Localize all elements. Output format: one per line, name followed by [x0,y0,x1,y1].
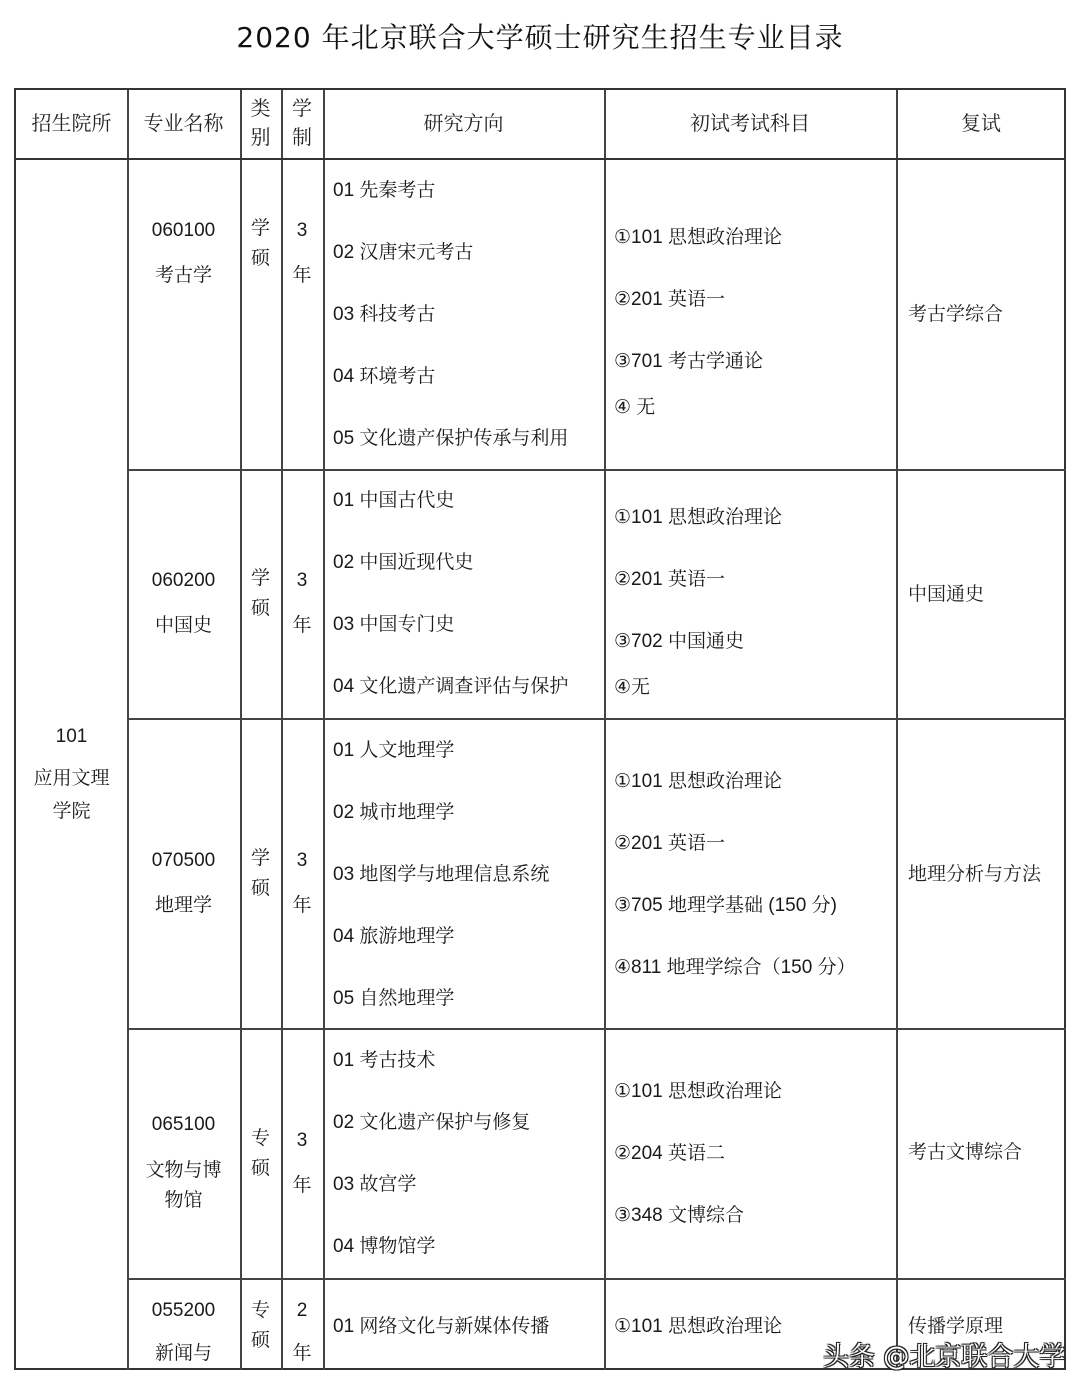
degree-type-1: 学 [250,568,270,589]
direction-item: 04 旅游地理学 [333,926,455,947]
table-row [127,470,1066,718]
header-length-label-1: 学 [292,98,312,120]
exam-list [604,1030,896,1278]
table-row [127,720,1066,1028]
major-name: 新闻与 [154,1343,212,1364]
degree-type-2: 硕 [250,598,270,619]
duration-1: 3 [296,1130,308,1151]
exam-item: ①101 思想政治理论 [614,771,783,792]
direction-item: 03 科技考古 [333,304,436,325]
direction-item: 05 文化遗产保护传承与利用 [333,428,569,449]
header-retest [896,90,1066,158]
table-row [127,1030,1066,1278]
direction-item: 01 先秦考古 [333,180,436,201]
major-name: 中国史 [154,615,212,636]
header-exam-label: 初试考试科目 [690,113,810,135]
header-major [127,90,240,158]
direction-item: 02 文化遗产保护与修复 [333,1112,531,1133]
duration-2: 年 [292,615,312,636]
duration-1: 3 [296,850,308,871]
degree-type-2: 硕 [250,1158,270,1179]
exam-item: ③701 考古学通论 [614,351,764,372]
exam-item: ①101 思想政治理论 [614,1081,783,1102]
major-code: 070500 [151,850,216,871]
direction-item: 01 网络文化与新媒体传播 [333,1316,550,1337]
header-length [281,90,323,158]
degree-type-1: 学 [250,218,270,239]
watermark: 头条 @北京联合大学 [823,1342,1066,1372]
direction-list [323,160,604,469]
degree-type-2: 硕 [250,878,270,899]
direction-list [323,1030,604,1278]
exam-item: ①101 思想政治理论 [614,227,783,248]
duration-1: 2 [296,1300,308,1321]
header-exam [604,90,896,158]
exam-item: ④811 地理学综合（150 分） [614,957,856,978]
school-name-line2: 学院 [52,801,91,822]
degree-type-1: 专 [250,1128,270,1149]
exam-list [604,160,896,469]
direction-item: 01 中国古代史 [333,490,455,511]
header-direction [323,90,604,158]
duration-2: 年 [292,265,312,286]
school-name-line1: 应用文理 [33,768,110,789]
exam-item: ①101 思想政治理论 [614,1316,783,1337]
direction-list [323,470,604,718]
direction-item: 01 考古技术 [333,1050,436,1071]
header-type [240,90,281,158]
exam-item: ③702 中国通史 [614,631,745,652]
direction-item: 04 文化遗产调查评估与保护 [333,676,569,697]
direction-item: 04 环境考古 [333,366,436,387]
header-school-label: 招生院所 [31,113,112,135]
retest-subject: 中国通史 [908,584,985,605]
direction-item: 01 人文地理学 [333,740,455,761]
duration-2: 年 [292,895,312,916]
catalog-table [14,88,1066,1370]
major-code: 060100 [151,220,216,241]
major-name: 考古学 [154,265,212,286]
degree-type-1: 专 [250,1300,270,1321]
exam-item: ③705 地理学基础 (150 分) [614,895,837,916]
header-retest-label: 复试 [961,113,1001,135]
retest-subject: 考古文博综合 [908,1142,1023,1163]
direction-item: 02 城市地理学 [333,802,455,823]
direction-item: 05 自然地理学 [333,988,455,1009]
exam-item: ②201 英语一 [614,289,726,310]
exam-item: ④无 [614,677,651,698]
exam-item: ④ 无 [614,397,656,418]
exam-item: ③348 文博综合 [614,1205,745,1226]
direction-item: 03 中国专门史 [333,614,455,635]
duration-2: 年 [292,1175,312,1196]
direction-item: 03 地图学与地理信息系统 [333,864,550,885]
direction-item: 03 故宫学 [333,1174,417,1195]
duration-1: 3 [296,570,308,591]
exam-item: ②201 英语一 [614,833,726,854]
direction-item: 04 博物馆学 [333,1236,436,1257]
header-school [16,90,127,158]
exam-item: ②201 英语一 [614,569,726,590]
school-cell [16,160,127,1370]
header-length-label-2: 制 [292,127,312,149]
header-direction-label: 研究方向 [423,113,504,135]
degree-type-2: 硕 [250,248,270,269]
direction-list [323,1280,604,1370]
major-name-line1: 文物与博 [145,1160,222,1181]
exam-list [604,720,896,1028]
retest-subject: 考古学综合 [908,304,1004,325]
exam-item: ①101 思想政治理论 [614,507,783,528]
direction-item: 02 中国近现代史 [333,552,474,573]
major-code: 060200 [151,570,216,591]
exam-list [604,470,896,718]
major-name-line2: 物馆 [164,1190,203,1211]
degree-type-2: 硕 [250,1330,270,1351]
school-code: 101 [55,726,88,747]
header-type-label-1: 类 [250,98,271,120]
document-title: 2020 年北京联合大学硕士研究生招生专业目录 [236,21,844,54]
major-name: 地理学 [154,895,212,916]
major-code: 065100 [151,1114,216,1135]
duration-2: 年 [292,1343,312,1364]
duration-1: 3 [296,220,308,241]
degree-type-1: 学 [250,848,270,869]
major-code: 055200 [151,1300,216,1321]
header-major-label: 专业名称 [143,113,224,135]
table-row [127,160,1066,469]
retest-subject: 传播学原理 [908,1316,1004,1337]
retest-subject: 地理分析与方法 [908,864,1042,885]
exam-item: ②204 英语二 [614,1143,726,1164]
direction-list [323,720,604,1028]
header-type-label-2: 别 [250,127,271,149]
direction-item: 02 汉唐宋元考古 [333,242,474,263]
